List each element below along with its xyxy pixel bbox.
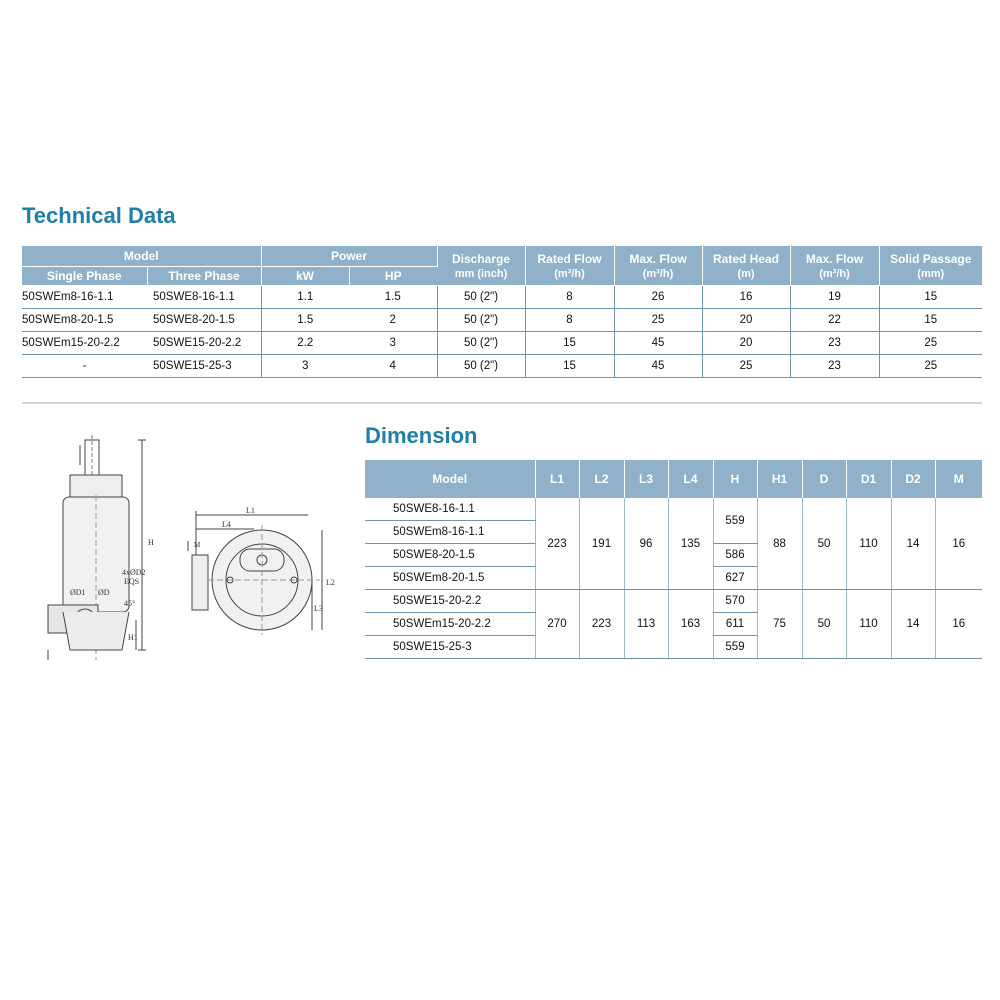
model-cell: 50SWE8-20-1.5 (365, 544, 535, 567)
cell: 19 (790, 286, 879, 309)
model-cell: 50SWEm8-20-1.5 (365, 567, 535, 590)
cell: 20 (702, 332, 790, 355)
cell-h: 586 (713, 544, 757, 567)
pump-side-view-drawing (30, 435, 180, 665)
cell: 2.2 (261, 332, 349, 355)
header-d2: D2 (891, 460, 935, 498)
cell: 15 (879, 309, 982, 332)
header-h: H (713, 460, 757, 498)
label-l2: L2 (326, 578, 335, 587)
header-l1: L1 (535, 460, 579, 498)
label-d2: 4xØD2 (122, 568, 146, 577)
cell: 50SWEm15-20-2.2 (22, 332, 147, 355)
header-l2: L2 (579, 460, 624, 498)
cell: 50 (2") (437, 332, 525, 355)
cell-d2: 14 (891, 590, 935, 659)
header-h1: H1 (757, 460, 802, 498)
cell-d1: 110 (846, 590, 891, 659)
header-single-phase: Single Phase (22, 267, 147, 286)
cell-h1: 88 (757, 498, 802, 590)
cell: 15 (525, 355, 614, 378)
technical-data-title: Technical Data (22, 203, 176, 228)
cell: 2 (349, 309, 437, 332)
header-three-phase: Three Phase (147, 267, 261, 286)
cell-h: 611 (713, 613, 757, 636)
cell: 50SWE8-20-1.5 (147, 309, 261, 332)
cell: 22 (790, 309, 879, 332)
cell: 23 (790, 332, 879, 355)
cell-h1: 75 (757, 590, 802, 659)
header-kw: kW (261, 267, 349, 286)
dimension-table (365, 460, 982, 659)
header-solid-passage: Solid Passage (mm) (879, 246, 982, 286)
cell: 50SWEm8-16-1.1 (22, 286, 147, 309)
cell-l2: 191 (579, 498, 624, 590)
header-discharge: Discharge mm (inch) (437, 246, 525, 286)
pump-top-view-drawing (180, 505, 340, 645)
model-cell: 50SWE15-25-3 (365, 636, 535, 659)
cell: 1.5 (349, 286, 437, 309)
cell-h: 627 (713, 567, 757, 590)
cell: 16 (702, 286, 790, 309)
cell: 25 (702, 355, 790, 378)
cell-d2: 14 (891, 498, 935, 590)
section-divider (22, 402, 982, 404)
dimension-title: Dimension (365, 423, 478, 448)
header-l4: L4 (668, 460, 713, 498)
cell-l4: 135 (668, 498, 713, 590)
label-d1: ØD1 (70, 588, 86, 597)
label-angle: 45° (124, 599, 136, 608)
cell-m: 16 (935, 590, 982, 659)
cell-h: 559 (713, 498, 757, 544)
cell-h: 570 (713, 590, 757, 613)
header-model: Model (365, 460, 535, 498)
table-row (22, 286, 982, 309)
cell: 26 (614, 286, 702, 309)
cell: - (22, 355, 147, 378)
cell: 50 (2") (437, 286, 525, 309)
cell: 15 (879, 286, 982, 309)
label-l4: L4 (222, 520, 231, 529)
cell: 8 (525, 286, 614, 309)
cell-l3: 113 (624, 590, 668, 659)
table-row (365, 590, 982, 613)
cell-h: 559 (713, 636, 757, 659)
cell: 50SWE15-20-2.2 (147, 332, 261, 355)
cell: 25 (879, 332, 982, 355)
model-cell: 50SWEm15-20-2.2 (365, 613, 535, 636)
cell: 1.5 (261, 309, 349, 332)
header-power: Power (261, 246, 437, 267)
cell: 50SWE8-16-1.1 (147, 286, 261, 309)
cell: 45 (614, 332, 702, 355)
cell: 1.1 (261, 286, 349, 309)
cell-l1: 223 (535, 498, 579, 590)
cell-l3: 96 (624, 498, 668, 590)
header-model: Model (22, 246, 261, 267)
table-row (22, 309, 982, 332)
cell: 20 (702, 309, 790, 332)
header-rated-flow: Rated Flow (m³/h) (525, 246, 614, 286)
header-max-flow-2: Max. Flow (m³/h) (790, 246, 879, 286)
cell: 50 (2") (437, 355, 525, 378)
header-d1: D1 (846, 460, 891, 498)
cell: 25 (614, 309, 702, 332)
technical-data-table (22, 246, 982, 378)
cell: 50SWEm8-20-1.5 (22, 309, 147, 332)
cell: 25 (879, 355, 982, 378)
header-hp: HP (349, 267, 437, 286)
cell: 23 (790, 355, 879, 378)
cell: 4 (349, 355, 437, 378)
cell-l4: 163 (668, 590, 713, 659)
cell: 50SWE15-25-3 (147, 355, 261, 378)
label-eqs: EQS (124, 577, 140, 586)
label-h: H (148, 538, 154, 547)
cell: 50 (2") (437, 309, 525, 332)
cell: 8 (525, 309, 614, 332)
model-cell: 50SWE15-20-2.2 (365, 590, 535, 613)
label-m: M (194, 541, 201, 549)
label-h1: H1 (128, 633, 138, 642)
cell: 3 (349, 332, 437, 355)
cell: 3 (261, 355, 349, 378)
header-m: M (935, 460, 982, 498)
cell-l2: 223 (579, 590, 624, 659)
cell-d: 50 (802, 590, 846, 659)
header-l3: L3 (624, 460, 668, 498)
cell-m: 16 (935, 498, 982, 590)
model-cell: 50SWEm8-16-1.1 (365, 521, 535, 544)
cell-d: 50 (802, 498, 846, 590)
label-l1: L1 (246, 506, 255, 515)
header-rated-head: Rated Head (m) (702, 246, 790, 286)
cell: 15 (525, 332, 614, 355)
label-d: ØD (98, 588, 110, 597)
header-d: D (802, 460, 846, 498)
cell-d1: 110 (846, 498, 891, 590)
table-row (22, 332, 982, 355)
table-row (22, 355, 982, 378)
table-row (365, 498, 982, 521)
cell-l1: 270 (535, 590, 579, 659)
cell: 45 (614, 355, 702, 378)
label-l3: L3 (314, 604, 323, 613)
model-cell: 50SWE8-16-1.1 (365, 498, 535, 521)
header-max-flow: Max. Flow (m³/h) (614, 246, 702, 286)
